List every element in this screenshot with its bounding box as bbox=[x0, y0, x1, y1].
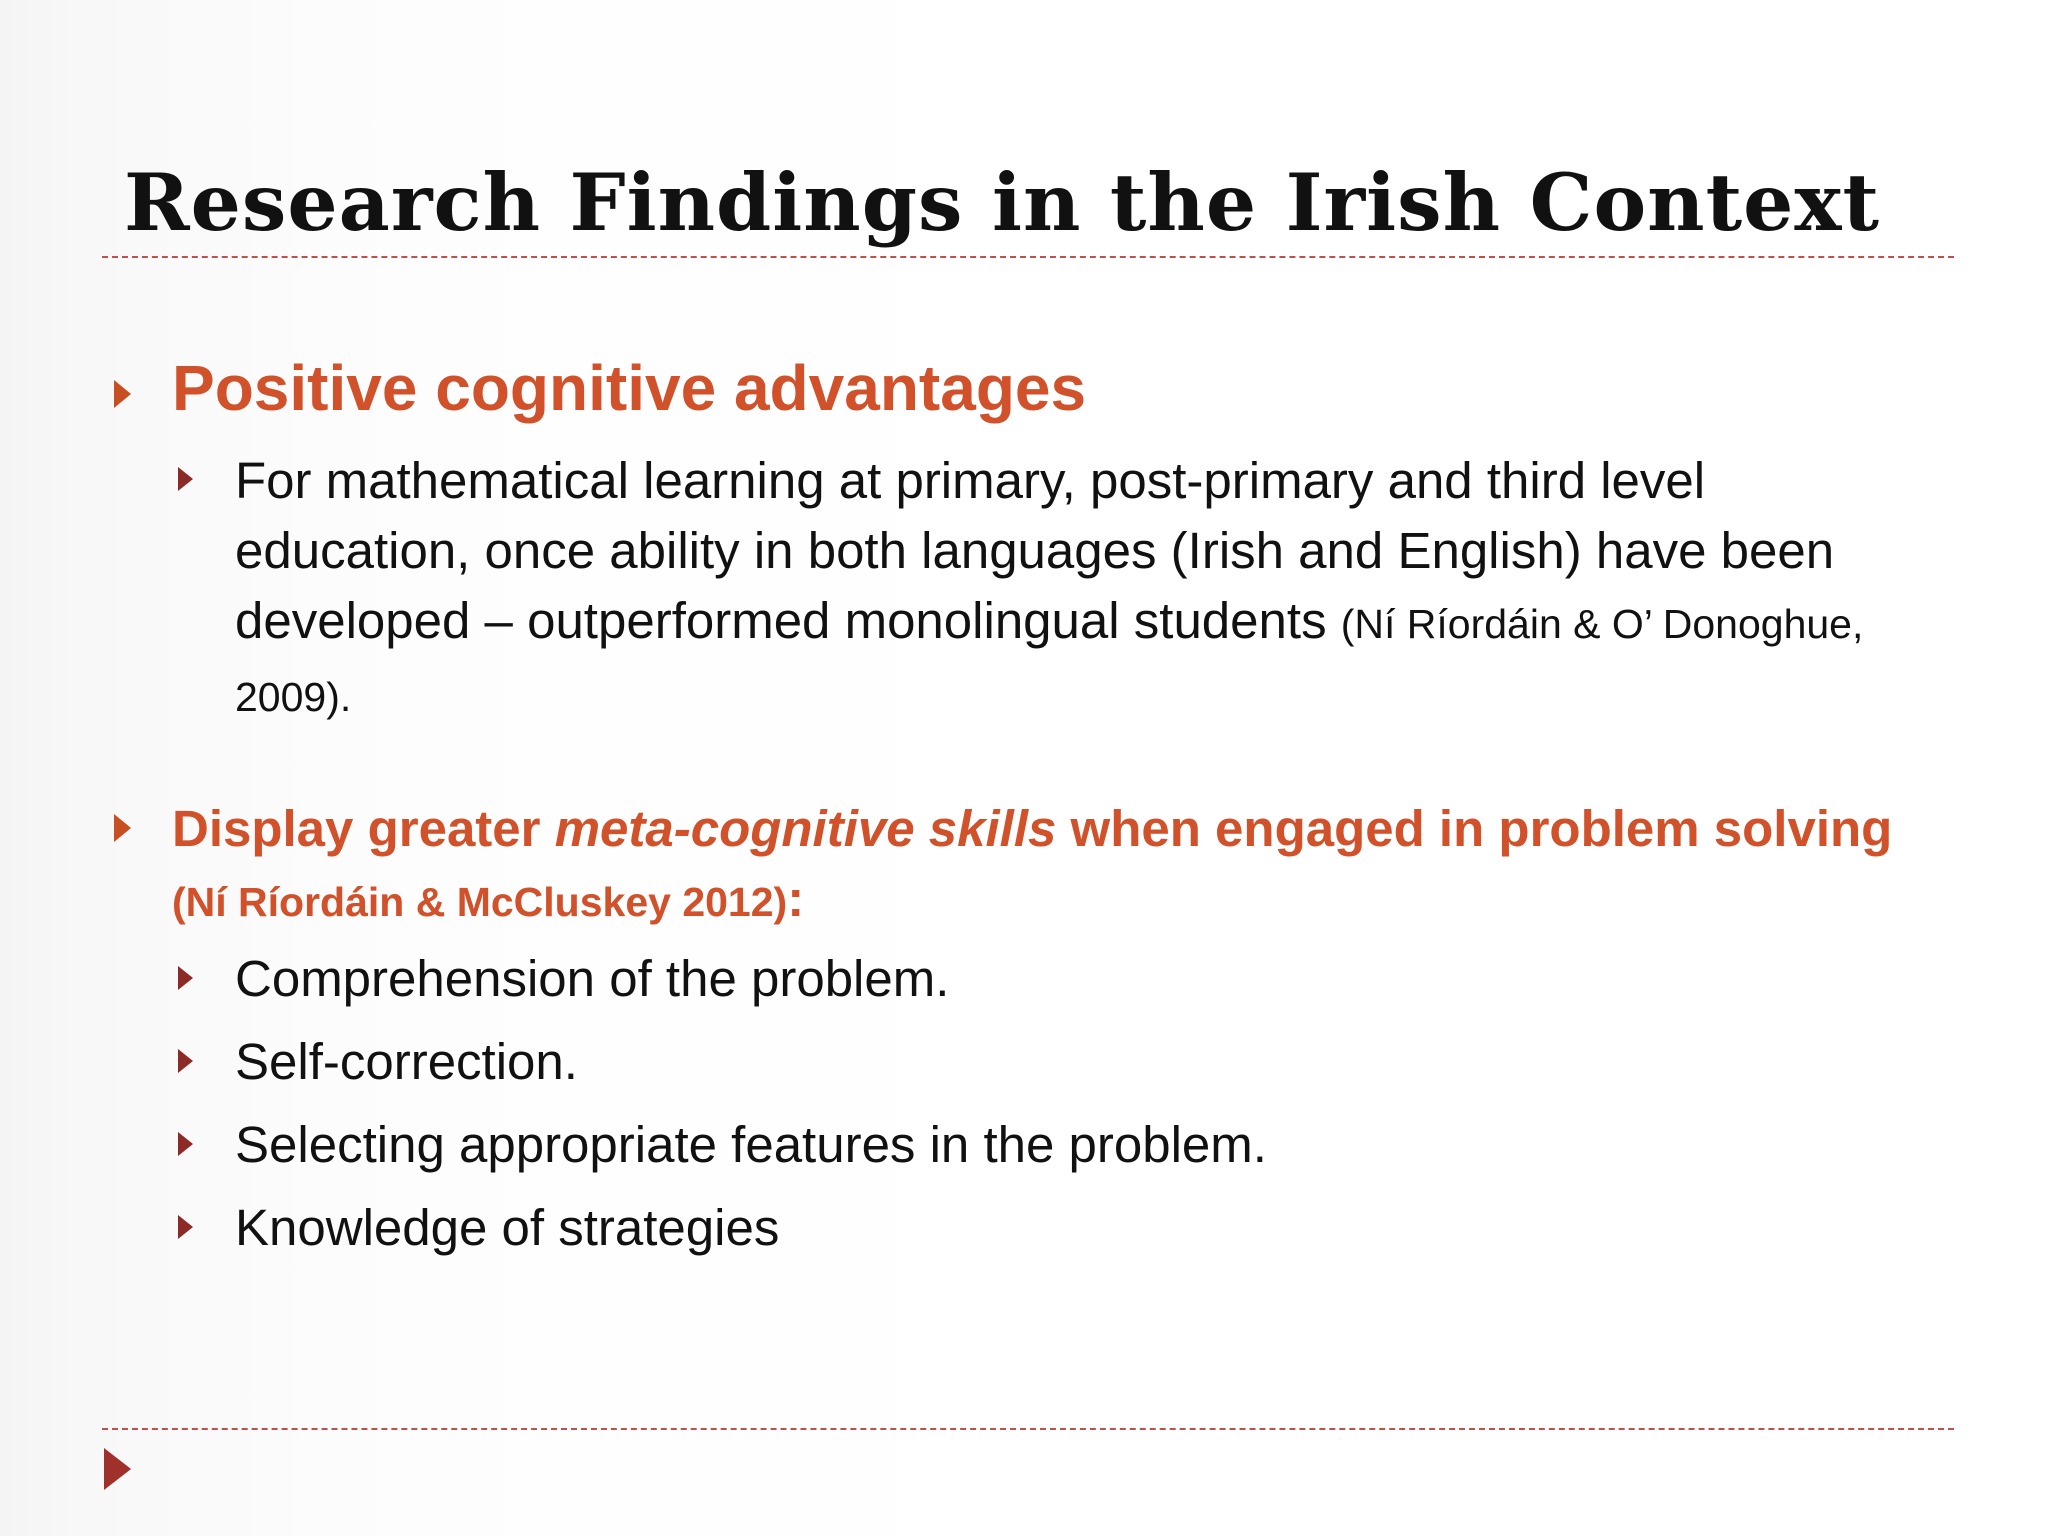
section2-heading-colon: : bbox=[787, 870, 805, 927]
section1-point-citation: (Ní Ríordáin & O’ Donoghue, 2009). bbox=[235, 601, 1864, 720]
section1-heading: Positive cognitive advantages bbox=[172, 352, 1087, 424]
bullet-triangle-icon bbox=[178, 467, 193, 491]
bullet-triangle-icon bbox=[114, 814, 131, 842]
bullet-triangle-icon bbox=[178, 1049, 193, 1073]
list-item: Comprehension of the problem. bbox=[235, 950, 950, 1007]
section2-heading-italic: meta-cognitive skills bbox=[554, 800, 1057, 857]
section2-heading-pre: Display greater bbox=[172, 800, 555, 857]
footer-triangle-icon bbox=[104, 1448, 131, 1490]
title-divider bbox=[102, 256, 1954, 258]
section1-point bbox=[235, 446, 1935, 732]
section2-heading-citation: (Ní Ríordáin & McCluskey 2012) bbox=[172, 879, 788, 925]
footer-divider bbox=[102, 1428, 1954, 1430]
section2-heading-post: when engaged in problem solving bbox=[1056, 800, 1893, 857]
bullet-triangle-icon bbox=[178, 966, 193, 990]
slide-title: Research Findings in the Irish Context bbox=[124, 156, 1880, 249]
list-item: Knowledge of strategies bbox=[235, 1199, 780, 1256]
bullet-triangle-icon bbox=[114, 380, 131, 408]
bullet-triangle-icon bbox=[178, 1215, 193, 1239]
list-item: Self-correction. bbox=[235, 1033, 578, 1090]
bullet-triangle-icon bbox=[178, 1132, 193, 1156]
section1-point-text: For mathematical learning at primary, post-primary and third level education, once ability in both languages (Irish and English) have been developed – outperformed monolingual students bbox=[235, 452, 1835, 649]
list-item: Selecting appropriate features in the problem. bbox=[235, 1116, 1267, 1173]
section2-heading bbox=[172, 794, 1932, 937]
